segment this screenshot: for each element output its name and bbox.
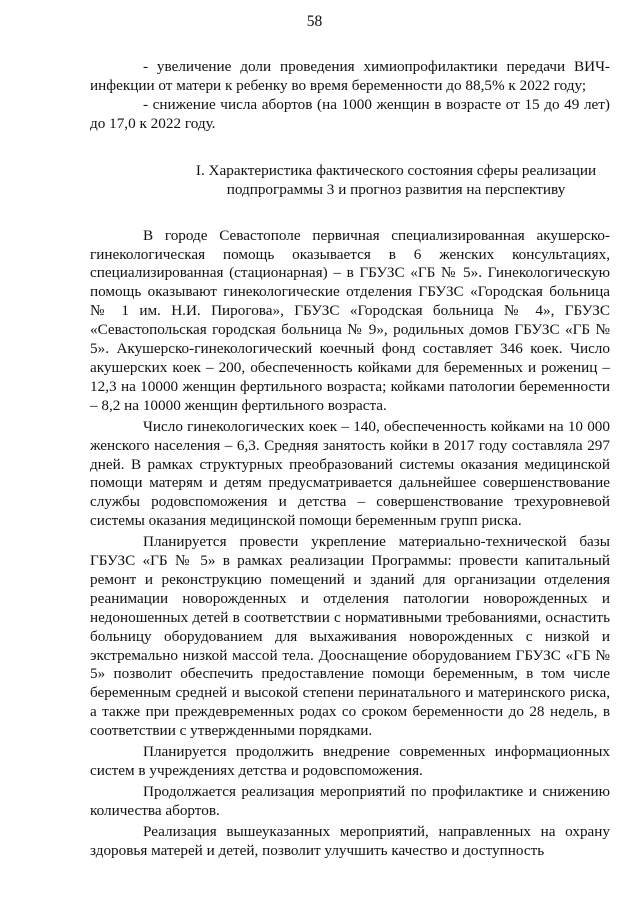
section-heading-line-2: подпрограммы 3 и прогноз развития на перспективу: [226, 180, 566, 198]
bullet-item-hiv-prophylaxis: - увеличение доли проведения химиопрофилактики передачи ВИЧ-инфекции от матери к ребенку во время беременности до 88,5% к 2022 году;: [90, 58, 610, 94]
section-heading: [90, 161, 610, 199]
section-heading-line-1: I. Характеристика фактического состояния сферы реализации: [195, 161, 597, 179]
paragraph-obstetric-care: В городе Севастополе первичная специализированная акушерско-гинекологическая помощь оказывается в 6 женских консультациях, специализированная (стационарная) – в ГБУЗС «ГБ № 5». Гинекологическую помощь оказывают гинекологические отделения ГБУЗС «Городская больница № 1 им. Н.И. Пирогова», ГБУЗС «Городская больница № 4», ГБУЗС «Севастопольская городская больница № 9», родильных домов ГБУЗС «ГБ № 5». Акушерско-гинекологический коечный фонд составляет 346 коек. Число акушерских коек – 200, обеспеченность койками для беременных и рожениц – 12,3 на 10000 женщин фертильного возраста; койками патологии беременности – 8,2 на 10000 женщин фертильного возраста.: [90, 226, 610, 414]
paragraph-information-systems: Планируется продолжить внедрение современных информационных систем в учреждениях детства и родовспоможения.: [90, 743, 610, 779]
paragraph-health-outcomes: Реализация вышеуказанных мероприятий, направленных на охрану здоровья матерей и детей, позволит улучшить качество и доступность: [90, 822, 610, 859]
paragraph-gynecological-beds: Число гинекологических коек – 140, обеспеченность койками на 10 000 женского населения – 6,3. Средняя занятость койки в 2017 году составляла 297 дней. В рамках структурных преобразований системы оказания медицинской помощи матерям и детям предусматривается дальнейшее совершенствование службы родовспоможения и детства – совершенствование трехуровневой системы оказания медицинской помощи беременным групп риска.: [90, 417, 610, 530]
paragraph-infrastructure-plan: Планируется провести укрепление материально-технической базы ГБУЗС «ГБ № 5» в рамках реализации Программы: провести капитальный ремонт и реконструкцию помещений и зданий для организации отделения реанимации новорожденных и отделения патологии новорожденных и недоношенных детей в соответствии с нормативными требованиями, оснастить больницу оборудованием для выхаживания новорожденных с низкой и экстремально низкой массой тела. Дооснащение оборудованием ГБУЗС «ГБ № 5» позволит обеспечить предоставление помощи беременным, в том числе беременным средней и высокой степени перинатального и материнского риска, а также при преждевременных родах со сроком беременности до 28 недель, в соответствии с утвержденными порядками.: [90, 533, 610, 740]
bullet-item-abortion-reduction: - снижение числа абортов (на 1000 женщин в возрасте от 15 до 49 лет) до 17,0 к 2022 году.: [90, 95, 610, 132]
page-number: 58: [306, 13, 323, 30]
paragraph-abortion-prevention: Продолжается реализация мероприятий по профилактике и снижению количества абортов.: [90, 782, 610, 819]
document-body: [90, 58, 610, 861]
